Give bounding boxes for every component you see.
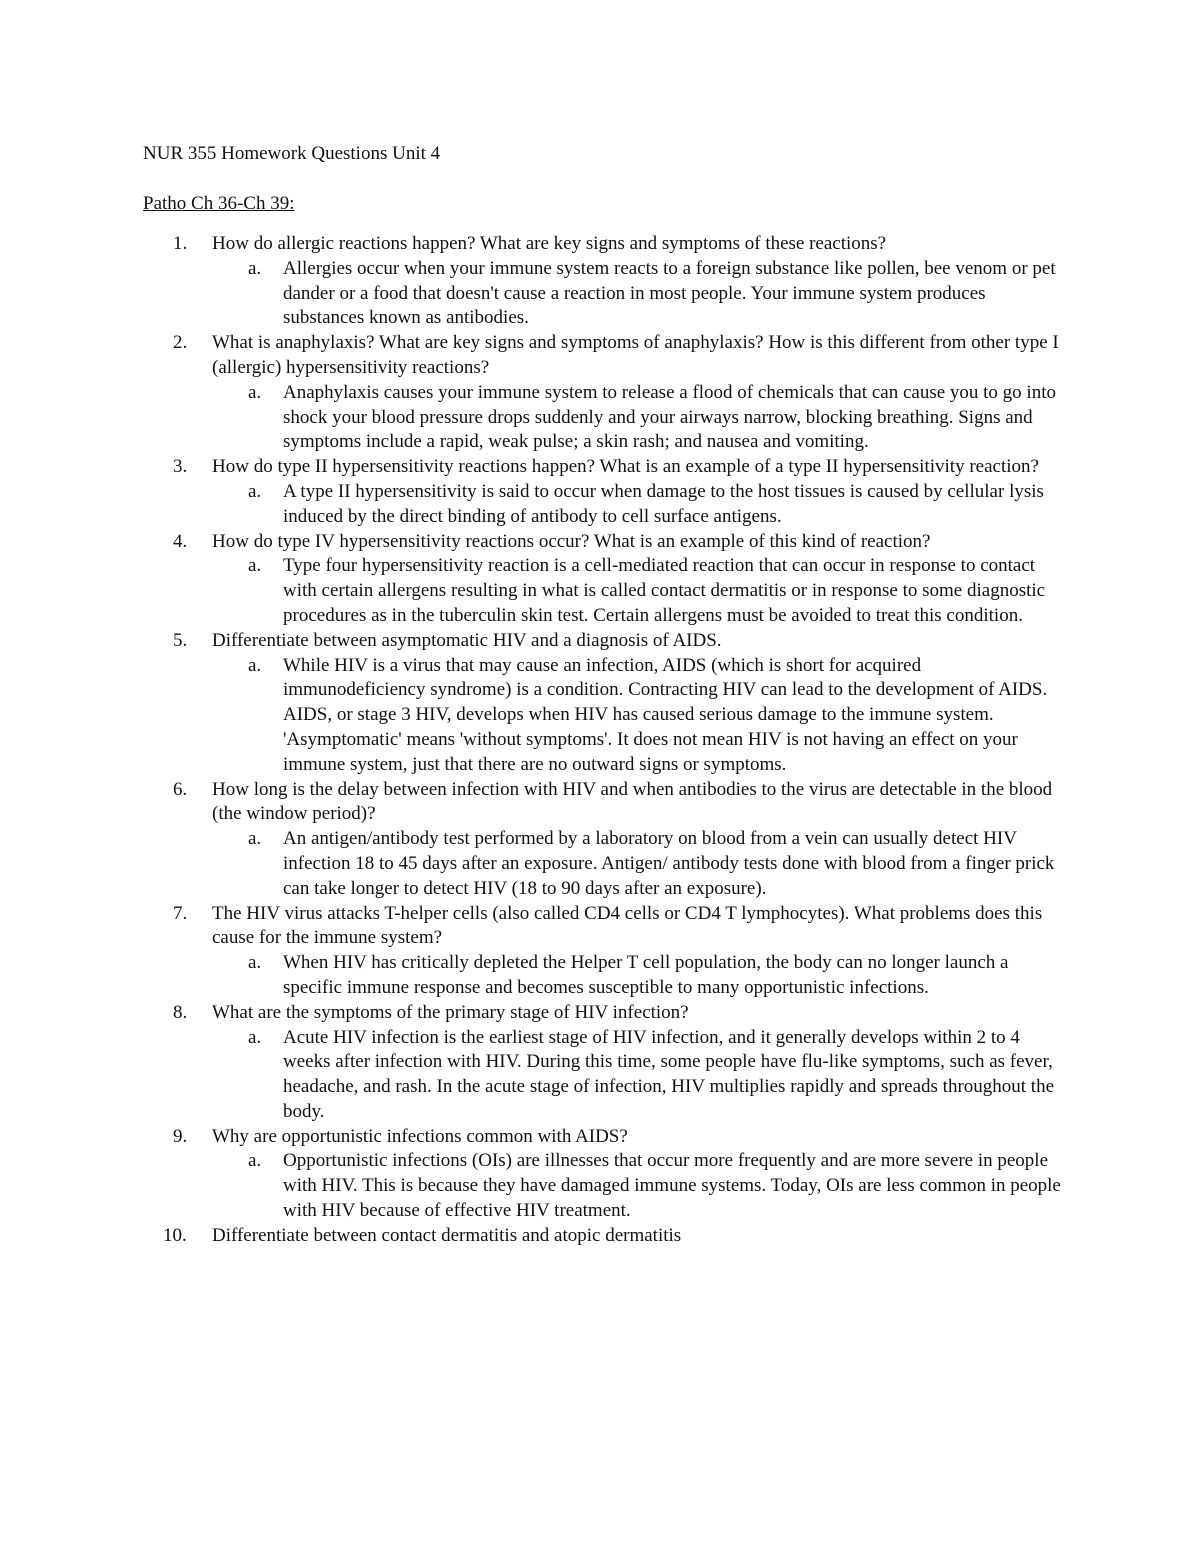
question-item-7 xyxy=(0,902,1062,1001)
question-text: What are the symptoms of the primary stage of HIV infection? xyxy=(212,1001,689,1023)
question-number: 4. xyxy=(173,530,188,552)
section-heading: Patho Ch 36-Ch 39: xyxy=(143,193,295,214)
question-list xyxy=(0,232,1200,1249)
answer-item xyxy=(212,827,1063,901)
question-item-1 xyxy=(0,232,1062,331)
answer-text: Anaphylaxis causes your immune system to release a flood of chemicals that can cause you to go into shock your blood pressure drops suddenly and your airways narrow, blocking breathing. Signs and symptoms include a rapid, weak pulse; a skin rash; and nausea and vomiting. xyxy=(283,381,1056,453)
question-text: Why are opportunistic infections common with AIDS? xyxy=(212,1125,628,1147)
question-number: 1. xyxy=(173,233,188,254)
answer-item xyxy=(212,654,1063,778)
answer-letter: a. xyxy=(248,480,262,502)
question-text: How do allergic reactions happen? What are key signs and symptoms of these reactions? xyxy=(212,233,887,254)
answer-letter: a. xyxy=(248,654,262,676)
question-item-9 xyxy=(0,1125,1062,1224)
answer-list xyxy=(212,1026,1062,1125)
answer-text: When HIV has critically depleted the Helper T cell population, the body can no longer launch a specific immune response and becomes susceptible to many opportunistic infections. xyxy=(283,952,1009,998)
question-item-10 xyxy=(0,1224,1062,1249)
answer-item xyxy=(212,554,1063,628)
answer-item xyxy=(212,480,1063,530)
question-item-8 xyxy=(0,1001,1062,1125)
answer-item xyxy=(212,1026,1063,1125)
answer-item xyxy=(212,951,1063,1001)
answer-letter: a. xyxy=(248,257,262,279)
answer-item xyxy=(212,1149,1063,1223)
question-item-5 xyxy=(0,629,1062,778)
question-item-6 xyxy=(0,778,1062,902)
answer-letter: a. xyxy=(248,952,262,974)
question-text: Differentiate between asymptomatic HIV and a diagnosis of AIDS. xyxy=(212,629,722,651)
answer-list xyxy=(212,654,1062,778)
question-number: 3. xyxy=(173,456,188,478)
document-title: NUR 355 Homework Questions Unit 4 xyxy=(143,143,441,164)
question-text: How long is the delay between infection with HIV and when antibodies to the virus are detectable in the blood (the window period)? xyxy=(212,778,1053,825)
question-number: 9. xyxy=(173,1125,188,1147)
question-text: The HIV virus attacks T-helper cells (also called CD4 cells or CD4 T lymphocytes). What problems does this cause for the immune system? xyxy=(212,902,1043,949)
answer-text: While HIV is a virus that may cause an infection, AIDS (which is short for acquired immunodeficiency syndrome) is a condition. Contracting HIV can lead to the development of AIDS. AIDS, or stage 3 HIV, develops when HIV has caused serious damage to the immune system. 'Asymptomatic' means 'without symptoms'. It does not mean HIV is not having an effect on your immune system, just that there are no outward signs or symptoms. xyxy=(283,654,1048,775)
answer-list xyxy=(212,554,1062,628)
question-item-2 xyxy=(0,331,1062,455)
answer-list xyxy=(212,480,1062,530)
answer-letter: a. xyxy=(248,828,262,850)
question-number: 10. xyxy=(163,1224,187,1246)
answer-letter: a. xyxy=(248,1150,262,1172)
answer-list xyxy=(212,1149,1062,1223)
question-number: 2. xyxy=(173,332,188,354)
question-text: How do type IV hypersensitivity reactions occur? What is an example of this kind of reaction? xyxy=(212,530,931,552)
answer-letter: a. xyxy=(248,381,262,403)
answer-text: A type II hypersensitivity is said to occur when damage to the host tissues is caused by cellular lysis induced by the direct binding of antibody to cell surface antigens. xyxy=(283,480,1044,527)
answer-text: An antigen/antibody test performed by a laboratory on blood from a vein can usually detect HIV infection 18 to 45 days after an exposure. Antigen/ antibody tests done with blood from a finger prick can take longer to detect HIV (18 to 90 days after an exposure). xyxy=(283,828,1055,899)
answer-item xyxy=(212,257,1063,331)
answer-text: Acute HIV infection is the earliest stage of HIV infection, and it generally develops within 2 to 4 weeks after infection with HIV. During this time, some people have flu-like symptoms, such as fever, headache, and rash. In the acute stage of infection, HIV multiplies rapidly and spreads throughout the body. xyxy=(283,1026,1055,1122)
answer-text: Type four hypersensitivity reaction is a cell-mediated reaction that can occur in response to contact with certain allergens resulting in what is called contact dermatitis or in response to some diagnostic procedures as in the tuberculin skin test. Certain allergens must be avoided to treat this condition. xyxy=(283,555,1046,626)
answer-list xyxy=(212,257,1062,331)
answer-list xyxy=(212,381,1062,455)
answer-text: Opportunistic infections (OIs) are illnesses that occur more frequently and are more severe in people with HIV. This is because they have damaged immune systems. Today, OIs are less common in people with HIV because of effective HIV treatment. xyxy=(283,1150,1061,1222)
question-item-3 xyxy=(0,455,1062,529)
answer-list xyxy=(212,951,1062,1001)
answer-list xyxy=(212,827,1062,901)
question-number: 5. xyxy=(173,629,188,651)
question-number: 7. xyxy=(173,902,188,924)
answer-letter: a. xyxy=(248,555,262,577)
question-text: What is anaphylaxis? What are key signs and symptoms of anaphylaxis? How is this different from other type I (allergic) hypersensitivity reactions? xyxy=(212,332,1059,378)
question-number: 8. xyxy=(173,1001,188,1023)
question-number: 6. xyxy=(173,778,188,800)
answer-letter: a. xyxy=(248,1026,262,1048)
question-item-4 xyxy=(0,530,1062,629)
question-text: Differentiate between contact dermatitis and atopic dermatitis xyxy=(212,1224,682,1246)
answer-item xyxy=(212,381,1063,455)
question-text: How do type II hypersensitivity reactions happen? What is an example of a type II hypersensitivity reaction? xyxy=(212,456,1039,478)
answer-text: Allergies occur when your immune system reacts to a foreign substance like pollen, bee venom or pet dander or a food that doesn't cause a reaction in most people. Your immune system produces substances known as antibodies. xyxy=(283,257,1056,329)
